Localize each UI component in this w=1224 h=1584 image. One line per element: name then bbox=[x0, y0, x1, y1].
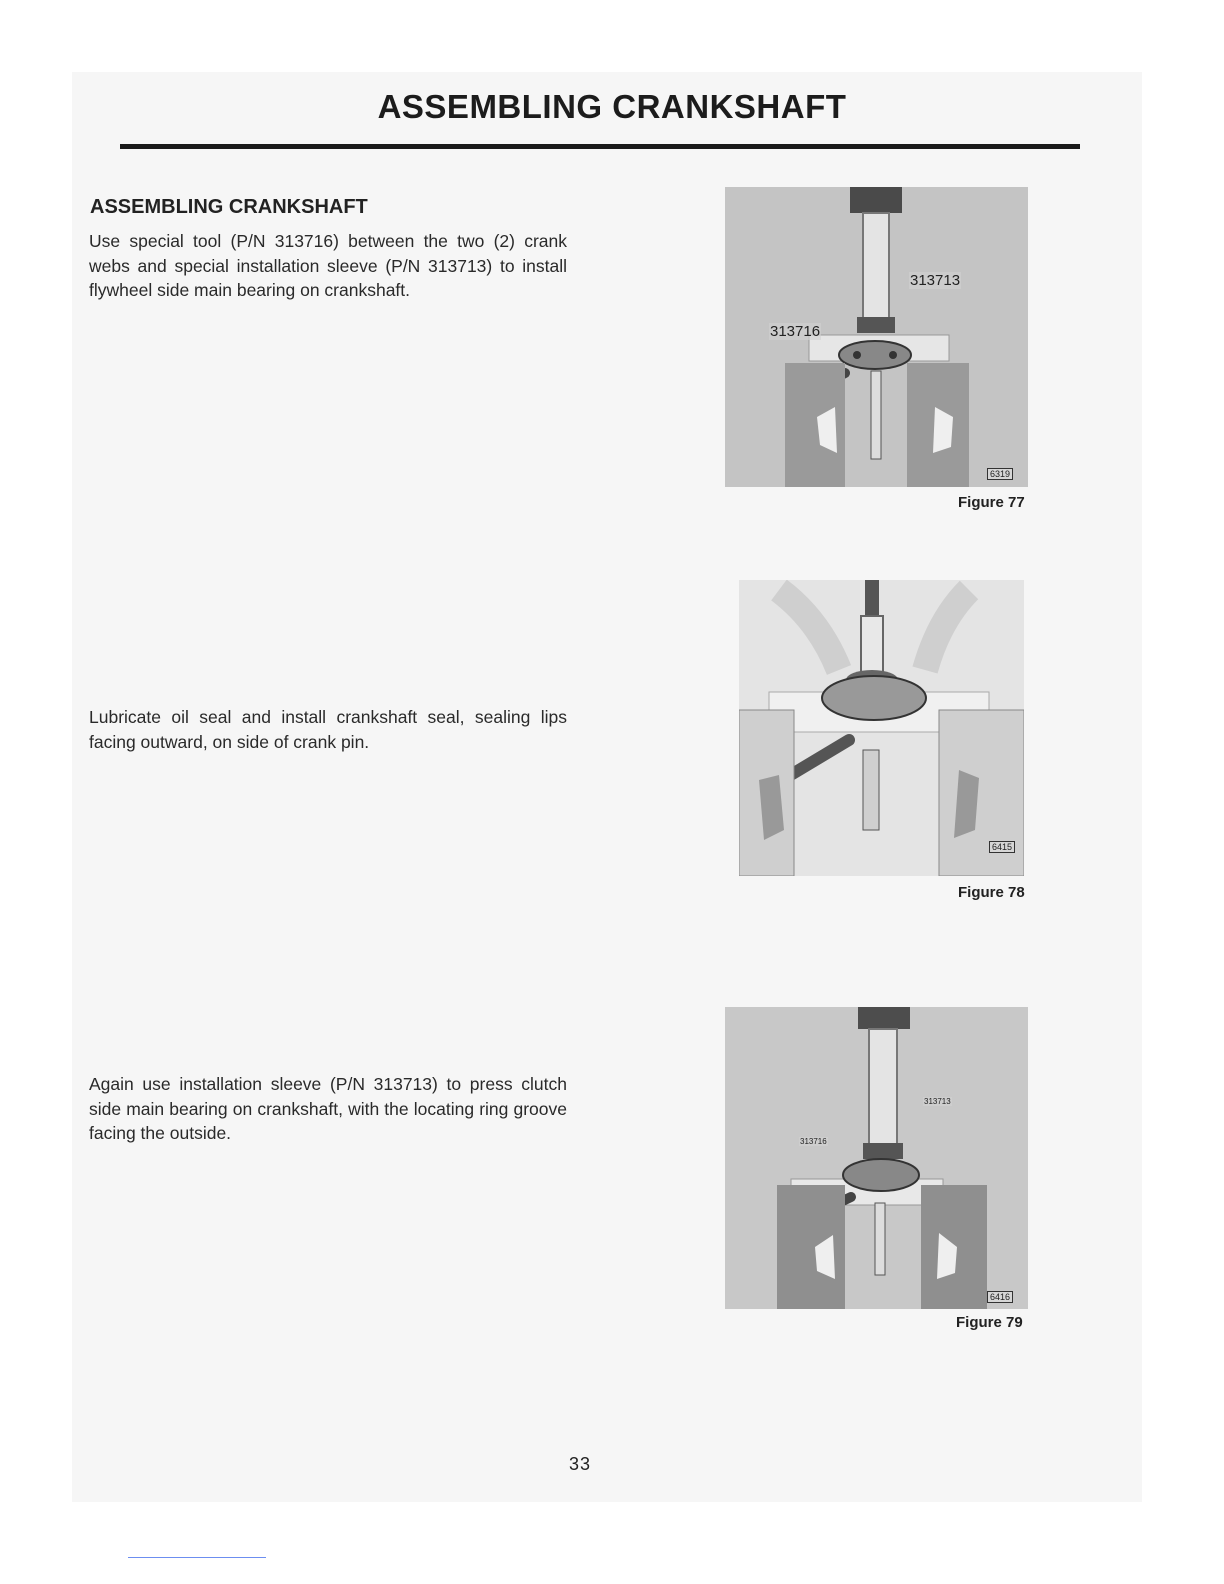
page-title: ASSEMBLING CRANKSHAFT bbox=[377, 88, 847, 125]
figure-77-photo bbox=[725, 187, 1028, 487]
figure-79-photo bbox=[725, 1007, 1028, 1309]
figure-79-label-313716: 313716 bbox=[800, 1137, 827, 1146]
instruction-paragraph-1: Use special tool (P/N 313716) between the two (2) crank webs and special installation sleeve (P/N 313713) to install flywheel side main bearing on crankshaft. bbox=[89, 231, 567, 300]
figure-78-caption: Figure 78 bbox=[958, 884, 1025, 901]
page-number: 33 bbox=[569, 1454, 592, 1474]
instruction-paragraph-3: Again use installation sleeve (P/N 313713) to press clutch side main bearing on crankshaft, with the locating ring groove facing the outside. bbox=[89, 1074, 567, 1143]
figure-78-negative-number: 6415 bbox=[989, 841, 1015, 853]
figure-77-label-313713: 313713 bbox=[910, 272, 961, 289]
figure-79-negative-number: 6416 bbox=[987, 1291, 1013, 1303]
figure-79-label-313713: 313713 bbox=[924, 1097, 951, 1106]
figure-77-caption: Figure 77 bbox=[958, 494, 1025, 511]
section-heading: ASSEMBLING CRANKSHAFT bbox=[90, 196, 368, 218]
figure-79-illustration bbox=[725, 1007, 1028, 1309]
figure-77-negative-number: 6319 bbox=[987, 468, 1013, 480]
figure-79-caption: Figure 79 bbox=[956, 1314, 1023, 1331]
title-rule bbox=[120, 144, 1080, 149]
figure-78-illustration bbox=[739, 580, 1024, 876]
instruction-paragraph-2: Lubricate oil seal and install crankshaft seal, sealing lips facing outward, on side of crank pin. bbox=[89, 707, 567, 752]
figure-78-photo bbox=[739, 580, 1024, 876]
figure-77-label-313716: 313716 bbox=[770, 323, 821, 340]
footer-link-underline bbox=[128, 1557, 266, 1558]
